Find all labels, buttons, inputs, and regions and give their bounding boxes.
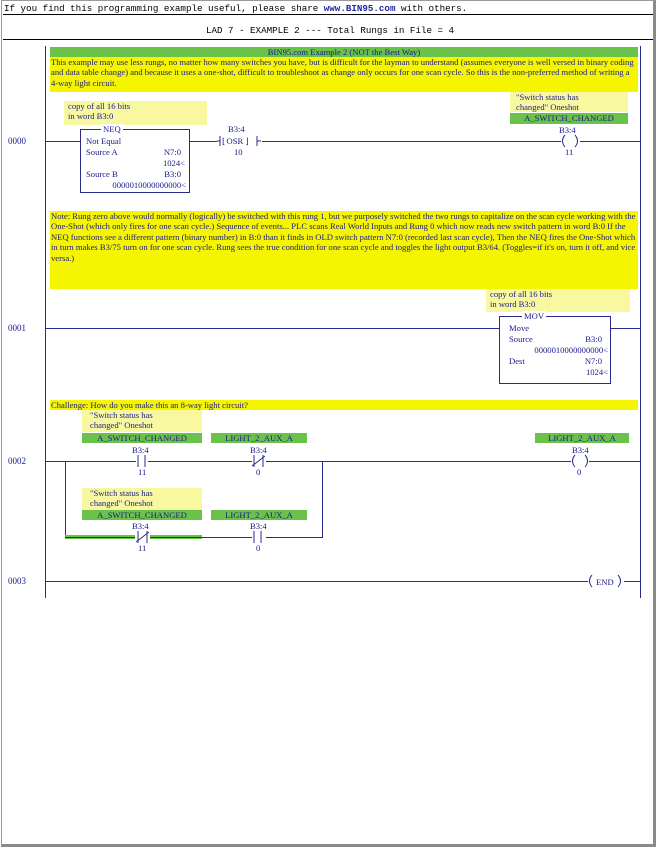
contact-c-address: B3:4 bbox=[132, 521, 149, 531]
contact-a-note-line2: changed" Oneshot bbox=[90, 420, 153, 431]
end-label: END bbox=[596, 577, 614, 587]
branch-right-vertical bbox=[322, 461, 323, 537]
neq-title: NEQ bbox=[103, 124, 121, 134]
osr-label: OSR bbox=[226, 136, 244, 146]
neq-note-line2: in word B3:0 bbox=[68, 111, 114, 122]
neq-source-a-address: N7:0 bbox=[163, 147, 181, 157]
rung-number-0000: 0000 bbox=[8, 136, 26, 146]
neq-note bbox=[64, 101, 207, 125]
neq-source-b-address: B3:0 bbox=[164, 169, 181, 179]
rung0-wire bbox=[262, 141, 561, 142]
challenge-comment: Challenge: How do you make this an 8-way light circuit? bbox=[50, 400, 638, 410]
contact-a-tag: A_SWITCH_CHANGED bbox=[82, 433, 202, 443]
mov-instruction-block[interactable] bbox=[499, 311, 611, 384]
branch-wire bbox=[266, 537, 323, 538]
contact-c-note-line1: "Switch status has bbox=[90, 488, 153, 498]
mov-dest-value: 1024< bbox=[585, 367, 608, 377]
mov-source-address: B3:0 bbox=[585, 334, 602, 344]
contact-a-address: B3:4 bbox=[132, 445, 149, 455]
contact-b-bit: 0 bbox=[256, 467, 261, 477]
contact-b-tag: LIGHT_2_AUX_A bbox=[211, 433, 307, 443]
rung2-coil-tag: LIGHT_2_AUX_A bbox=[535, 433, 629, 443]
rung0-coil-note-line1: "Switch status has bbox=[516, 92, 579, 102]
rung2-wire bbox=[148, 461, 252, 462]
contact-d-tag: LIGHT_2_AUX_A bbox=[211, 510, 307, 520]
mov-source-value: 0000010000000000< bbox=[534, 345, 608, 355]
rung3-wire bbox=[624, 581, 640, 582]
neq-source-b-value: 0000010000000000< bbox=[112, 180, 186, 190]
mov-note bbox=[486, 289, 630, 312]
rung2-coil-address: B3:4 bbox=[572, 445, 589, 455]
neq-instruction-block[interactable] bbox=[80, 124, 190, 193]
mov-description: Move bbox=[509, 323, 530, 333]
otl-coil-icon[interactable] bbox=[558, 135, 582, 147]
rung2-coil-bit: 0 bbox=[577, 467, 582, 477]
rung1-comment: Note: Rung zero above would normally (logically) be switched with this rung 1, but we purposely switched the two rungs to capitalize on the scan cycle working with the One-Shot (which only fires for one scan cycle.) Sequence of events... PLC scans Real World Inputs and Rung 0 which now reads new switch pattern in word B:0 If the NEQ functions see a different pattern (binary number) in B:0 than it finds in OLD switch pattern N7:0 (recorded last scan cycle), Then the NEQ fires the One-Shot which in turn makes B3/75 turn on for one scan cycle. Rung sees the true condition for one scan cycle and toggles the light output B3/64. (Toggles=if it's on, turn it off, and vice versa.) bbox=[50, 211, 638, 289]
mov-title: MOV bbox=[524, 311, 545, 321]
page-title: LAD 7 - EXAMPLE 2 --- Total Rungs in File = 4 bbox=[205, 25, 455, 36]
contact-a-note-line1: "Switch status has bbox=[90, 410, 153, 420]
rung1-wire bbox=[610, 328, 640, 329]
branch-left-vertical bbox=[65, 461, 66, 537]
osr-instruction[interactable]: ⌊ OSR ⌋ bbox=[222, 136, 248, 146]
xic-contact-icon[interactable] bbox=[250, 531, 266, 543]
contact-c-tag: A_SWITCH_CHANGED bbox=[82, 510, 202, 520]
contact-a-note bbox=[82, 410, 202, 432]
contact-c-note bbox=[82, 488, 202, 510]
contact-b-address: B3:4 bbox=[250, 445, 267, 455]
rung0-coil-address: B3:4 bbox=[559, 125, 576, 135]
osr-address: B3:4 bbox=[228, 124, 245, 134]
right-power-rail bbox=[640, 46, 641, 598]
xio-contact-icon[interactable] bbox=[134, 531, 152, 543]
header-divider-bottom bbox=[3, 39, 653, 40]
xic-contact-icon[interactable] bbox=[134, 455, 150, 467]
share-banner bbox=[4, 3, 467, 14]
mov-dest-label: Dest bbox=[509, 356, 525, 366]
xio-contact-icon[interactable] bbox=[250, 455, 268, 467]
share-prefix: If you find this programming example useful, please share bbox=[4, 3, 319, 14]
rung0-wire bbox=[46, 141, 80, 142]
branch-wire bbox=[150, 537, 252, 538]
branch-wire bbox=[65, 537, 135, 538]
mov-dest-address: N7:0 bbox=[584, 356, 602, 366]
neq-description: Not Equal bbox=[86, 136, 122, 146]
rung3-wire bbox=[46, 581, 588, 582]
rung-number-0002: 0002 bbox=[8, 456, 26, 466]
rung2-wire bbox=[266, 461, 571, 462]
header-divider-top bbox=[3, 14, 653, 15]
mov-source-label: Source bbox=[509, 334, 533, 344]
mov-note-line1: copy of all 16 bits bbox=[490, 289, 553, 299]
rung0-wire bbox=[189, 141, 217, 142]
neq-source-b-label: Source B bbox=[86, 169, 118, 179]
neq-source-a-value: 1024< bbox=[162, 158, 185, 168]
contact-c-note-line2: changed" Oneshot bbox=[90, 498, 153, 509]
rung-number-0001: 0001 bbox=[8, 323, 26, 333]
mov-note-line2: in word B3:0 bbox=[490, 299, 536, 310]
contact-d-address: B3:4 bbox=[250, 521, 267, 531]
rung1-wire bbox=[46, 328, 499, 329]
neq-source-a-label: Source A bbox=[86, 147, 118, 157]
osr-bit: 10 bbox=[234, 147, 243, 157]
contact-d-bit: 0 bbox=[256, 543, 261, 553]
rung0-banner: BIN95.com Example 2 (NOT the Best Way) bbox=[50, 47, 638, 57]
rung0-wire bbox=[580, 141, 640, 142]
ote-coil-icon[interactable] bbox=[569, 455, 591, 467]
rung2-wire bbox=[589, 461, 640, 462]
rung0-coil-tag: A_SWITCH_CHANGED bbox=[510, 113, 628, 124]
rung0-coil-note bbox=[510, 92, 628, 112]
rung0-coil-bit: 11 bbox=[565, 147, 574, 157]
rung0-coil-note-line2: changed" Oneshot bbox=[516, 102, 579, 113]
contact-c-bit: 11 bbox=[138, 543, 147, 553]
neq-note-line1: copy of all 16 bits bbox=[68, 101, 131, 111]
left-power-rail bbox=[45, 46, 46, 598]
rung0-comment: This example may use less rungs, no matter how many switches you have, but is difficult for the layman to understand (assumes everyone is well versed in binary coding and data table change) and because it uses a one-shot, difficult to troubleshoot as change only occurs for one scan cycle. So this is the non-preferred method of writing a 4-way light circuit. bbox=[50, 57, 638, 92]
contact-a-bit: 11 bbox=[138, 467, 147, 477]
share-suffix: with others. bbox=[400, 3, 468, 14]
rung2-wire bbox=[46, 461, 136, 462]
rung-number-0003: 0003 bbox=[8, 576, 26, 586]
site-link[interactable]: www.BIN95.com bbox=[323, 3, 396, 14]
